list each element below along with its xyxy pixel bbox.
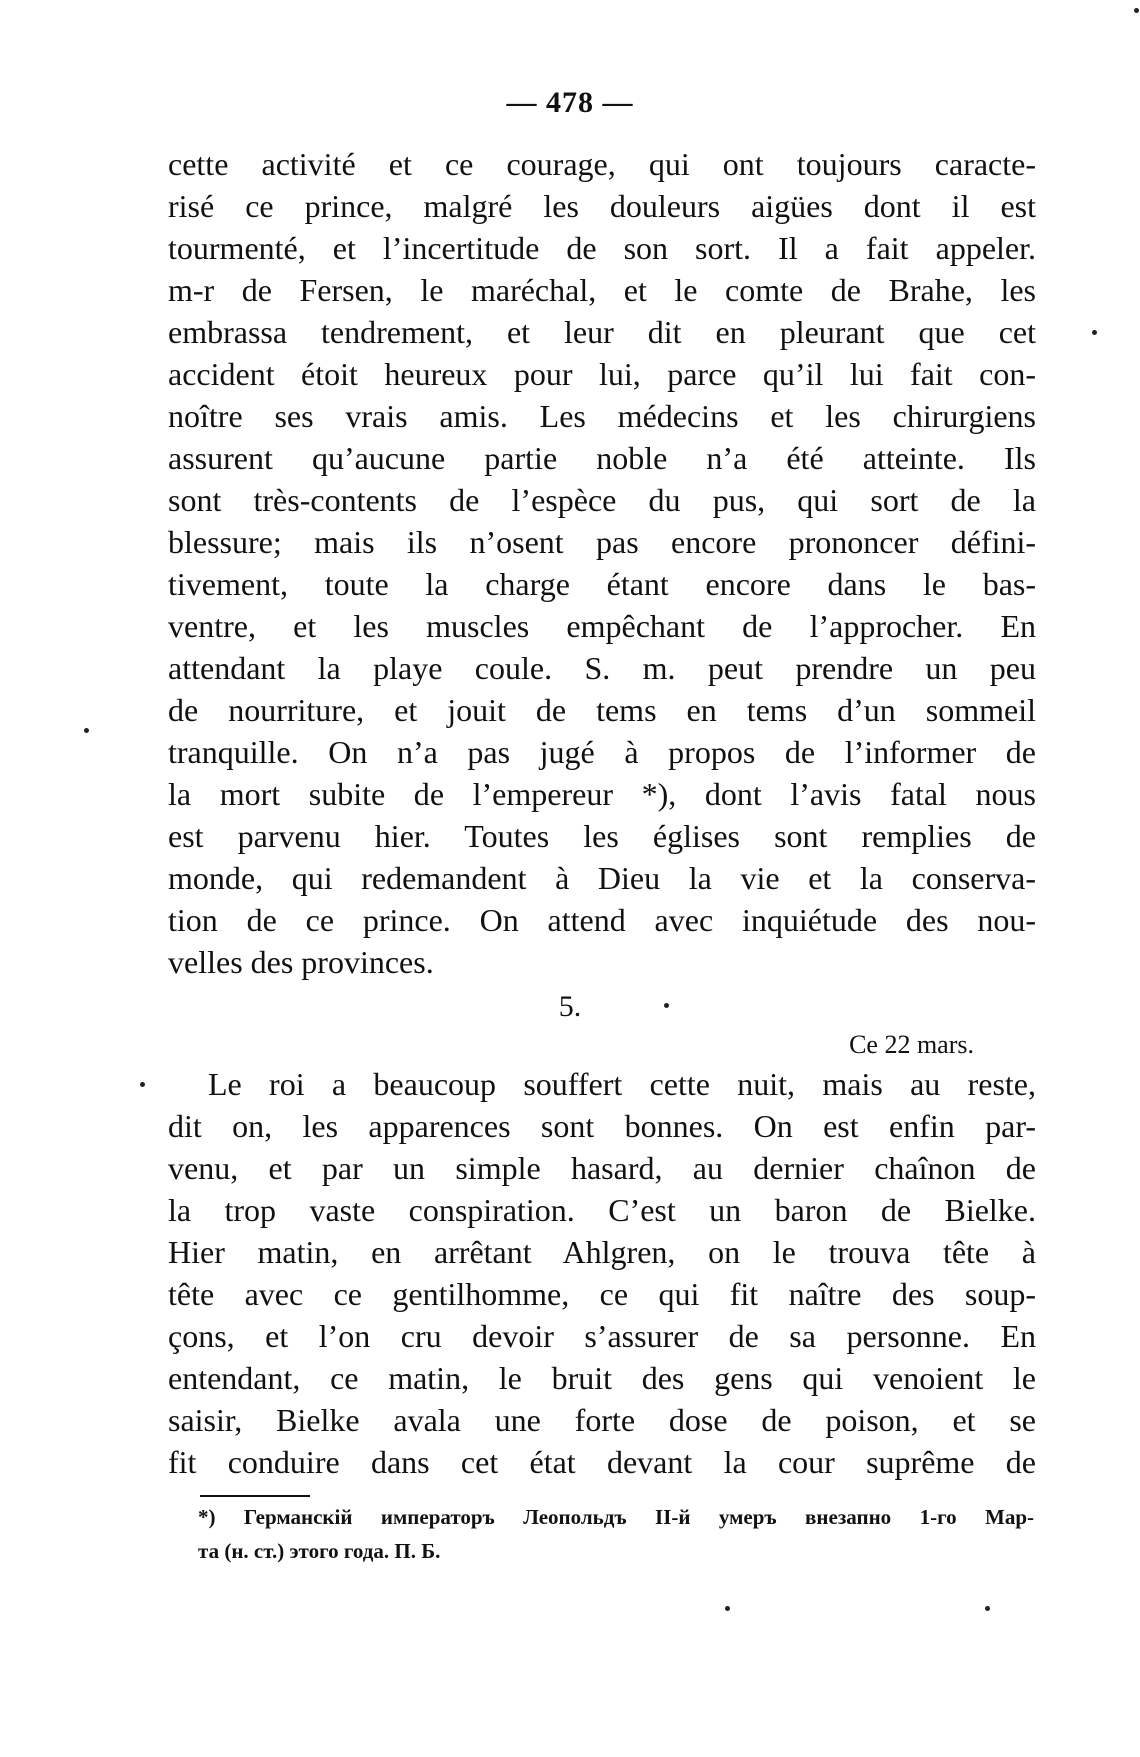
text-line: accident étoit heureux pour lui, parce qu’il lui fait con- [168, 356, 1036, 392]
footnote-line: та (н. ст.) этого года. П. Б. [198, 1539, 441, 1563]
text-line: cette activité et ce courage, qui ont toujours caracte- [168, 146, 1036, 182]
page-number: — 478 — [506, 86, 634, 119]
text-line: venu, et par un simple hasard, au dernier chaînon de [168, 1150, 1036, 1186]
scan-speck [1092, 330, 1097, 335]
letter-4-body [168, 143, 1036, 983]
text-line: tivement, toute la charge étant encore dans le bas- [168, 566, 1036, 602]
text-line: fit conduire dans cet état devant la cour suprême de [168, 1444, 1036, 1480]
scan-speck [664, 1003, 669, 1008]
letter-5-body [168, 1063, 1036, 1483]
footnote-divider [200, 1495, 310, 1497]
text-line: tête avec ce gentilhomme, ce qui fit naître des soup- [168, 1276, 1036, 1312]
text-line: tion de ce prince. On attend avec inquiétude des nou- [168, 902, 1036, 938]
scan-speck [84, 728, 89, 733]
text-line: ventre, et les muscles empêchant de l’approcher. En [168, 608, 1036, 644]
text-line: blessure; mais ils n’osent pas encore prononcer défini- [168, 524, 1036, 560]
text-line: monde, qui redemandent à Dieu la vie et la conserva- [168, 860, 1036, 896]
text-line: la trop vaste conspiration. C’est un baron de Bielke. [168, 1192, 1036, 1228]
text-line: velles des provinces. [168, 944, 434, 980]
text-line: sont très-contents de l’espèce du pus, qui sort de la [168, 482, 1036, 518]
text-line: tranquille. On n’a pas jugé à propos de l’informer de [168, 734, 1036, 770]
text-line: de nourriture, et jouit de tems en tems d’un sommeil [168, 692, 1036, 728]
scan-speck [985, 1606, 990, 1611]
text-line: la mort subite de l’empereur *), dont l’avis fatal nous [168, 776, 1036, 812]
text-line: Hier matin, en arrêtant Ahlgren, on le trouva tête à [168, 1234, 1036, 1270]
footnote [198, 1500, 1034, 1568]
text-line: dit on, les apparences sont bonnes. On est enfin par- [168, 1108, 1036, 1144]
footnote-line: *) Германскій императоръ Леопольдъ II-й умеръ внезапно 1-го Мар- [198, 1505, 1034, 1529]
scan-speck [140, 1082, 145, 1087]
scan-speck [725, 1606, 730, 1611]
text-line: m-r de Fersen, le maréchal, et le comte de Brahe, les [168, 272, 1036, 308]
text-line: est parvenu hier. Toutes les églises sont remplies de [168, 818, 1036, 854]
text-line: Le roi a beaucoup souffert cette nuit, mais au reste, [208, 1066, 1036, 1102]
letter-dateline: Ce 22 mars. [849, 1030, 974, 1059]
letter-number: 5. [558, 990, 582, 1023]
text-line: risé ce prince, malgré les douleurs aigües dont il est [168, 188, 1036, 224]
text-line: embrassa tendrement, et leur dit en pleurant que cet [168, 314, 1036, 350]
text-line: çons, et l’on cru devoir s’assurer de sa personne. En [168, 1318, 1036, 1354]
text-line: attendant la playe coule. S. m. peut prendre un peu [168, 650, 1036, 686]
scan-speck [1134, 8, 1139, 13]
text-line: tourmenté, et l’incertitude de son sort. Il a fait appeler. [168, 230, 1036, 266]
text-line: noître ses vrais amis. Les médecins et les chirurgiens [168, 398, 1036, 434]
text-line: saisir, Bielke avala une forte dose de poison, et se [168, 1402, 1036, 1438]
text-line: assurent qu’aucune partie noble n’a été atteinte. Ils [168, 440, 1036, 476]
text-line: entendant, ce matin, le bruit des gens qui venoient le [168, 1360, 1036, 1396]
